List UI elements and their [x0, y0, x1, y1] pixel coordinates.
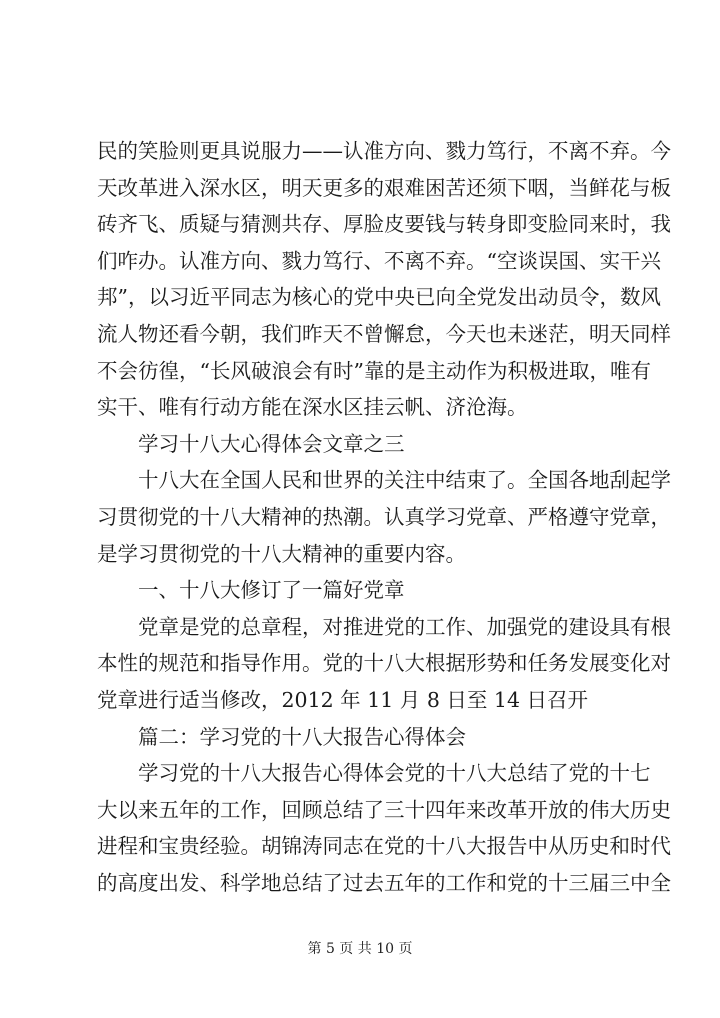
text-line: 习贯彻党的十八大精神的热潮。认真学习党章、严格遵守党章， [97, 504, 671, 529]
text-line: 邦”，以习近平同志为核心的党中央已向全党发出动员令，数风 [97, 285, 661, 310]
text-line: 本性的规范和指导作用。党的十八大根据形势和任务发展变化对 [97, 651, 671, 676]
text-line: 党章进行适当修改，2012 年 11 月 8 日至 14 日召开 [97, 687, 588, 712]
text-line: 是学习贯彻党的十八大精神的重要内容。 [97, 541, 466, 566]
text-line: 十八大在全国人民和世界的关注中结束了。全国各地刮起学 [138, 468, 671, 493]
text-line: 砖齐飞、质疑与猜测共存、厚脸皮要钱与转身即变脸同来时，我 [97, 212, 671, 237]
page-number-footer: 第 5 页 共 10 页 [307, 941, 413, 957]
text-line: 民的笑脸则更具说服力——认准方向、戮力笃行，不离不弃。今 [97, 139, 671, 163]
section-heading: 学习十八大心得体会文章之三 [138, 431, 405, 456]
text-line: 党章是党的总章程，对推进党的工作、加强党的建设具有根 [138, 614, 671, 639]
text-line: 流人物还看今朝，我们昨天不曾懈怠，今天也未迷茫，明天同样 [97, 321, 671, 346]
text-line: 进程和宝贵经验。胡锦涛同志在党的十八大报告中从历史和时代 [97, 834, 671, 859]
section-heading: 一、十八大修订了一篇好党章 [138, 578, 405, 603]
text-line: 天改革进入深水区，明天更多的艰难困苦还须下咽，当鲜花与板 [97, 175, 671, 200]
text-line: 的高度出发、科学地总结了过去五年的工作和党的十三届三中全 [97, 870, 671, 895]
body-text [97, 133, 671, 901]
text-line: 大以来五年的工作，回顾总结了三十四年来改革开放的伟大历史 [97, 797, 671, 822]
text-line: 们咋办。认准方向、戮力笃行、不离不弃。“空谈误国、实干兴 [97, 248, 661, 273]
text-line: 不会彷徨，“长风破浪会有时”靠的是主动作为积极进取，唯有 [97, 358, 651, 383]
section-heading: 篇二：学习党的十八大报告心得体会 [138, 724, 466, 749]
text-line: 学习党的十八大报告心得体会党的十八大总结了党的十七 [138, 761, 651, 786]
text-line: 实干、唯有行动方能在深水区挂云帆、济沧海。 [97, 395, 528, 420]
